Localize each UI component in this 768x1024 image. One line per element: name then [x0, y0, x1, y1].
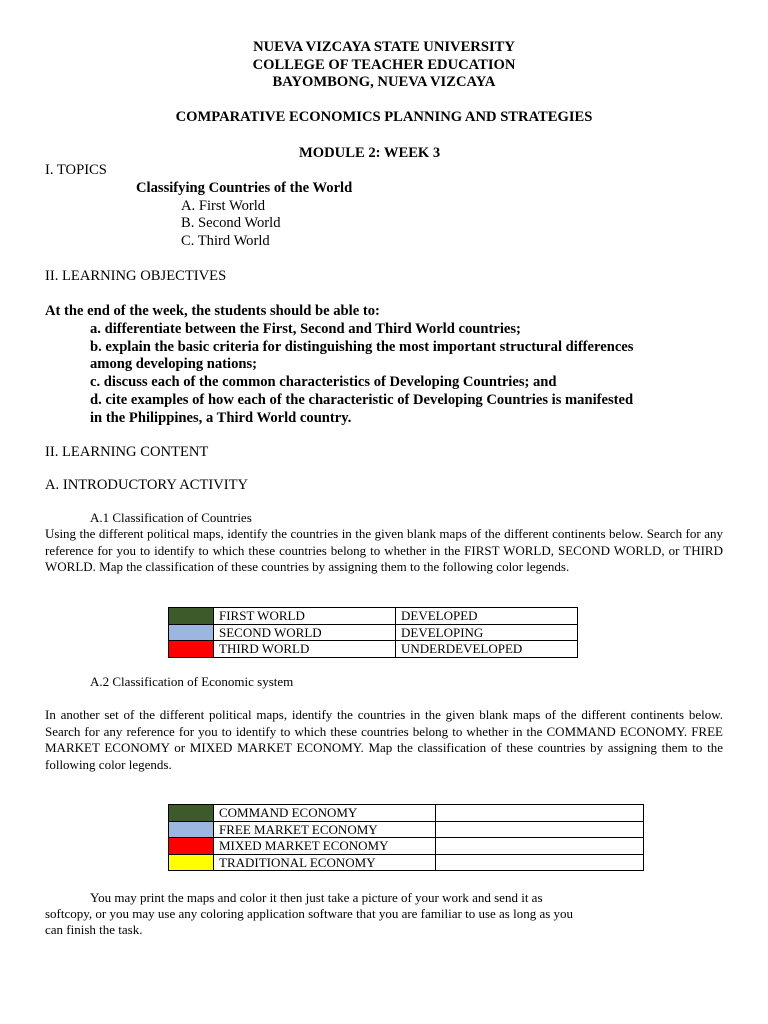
activity-a1-text: Using the different political maps, identify the countries in the given blank maps of the different continents below. Search for any reference for you to identify to which these countries belong to whether in the FIRST WORLD, SECOND WORLD, or THIRD WORLD. Map the classification of these countries by assigning them to the following color legends.: [45, 526, 723, 574]
topics-heading: I. TOPICS: [45, 162, 107, 178]
activity-a2-title: A.2 Classification of Economic system: [90, 674, 294, 689]
module-title: MODULE 2: WEEK 3: [299, 145, 441, 161]
legend-label: FIRST WORLD: [214, 608, 396, 625]
legend-label: THIRD WORLD: [214, 641, 396, 658]
closing-line3: can finish the task.: [45, 922, 143, 937]
legend-label: COMMAND ECONOMY: [214, 805, 436, 822]
legend-status: [436, 838, 644, 855]
legend-label: TRADITIONAL ECONOMY: [214, 854, 436, 871]
topic-item: C. Third World: [181, 233, 270, 249]
activity-a1-title: A.1 Classification of Countries: [90, 510, 252, 525]
world-classification-legend: [168, 607, 578, 658]
legend-status: [436, 805, 644, 822]
legend-color-swatch: [169, 838, 214, 855]
course-title: COMPARATIVE ECONOMICS PLANNING AND STRATEGIES: [175, 109, 593, 125]
legend-color-swatch: [169, 854, 214, 871]
legend-status: [436, 854, 644, 871]
college-name: COLLEGE OF TEACHER EDUCATION: [252, 57, 516, 73]
legend-row: [169, 641, 578, 658]
legend-status: DEVELOPING: [396, 624, 578, 641]
economic-system-legend: [168, 804, 644, 871]
closing-line2: softcopy, or you may use any coloring application software that you are familiar to use as long as you: [45, 906, 574, 921]
activity-heading: A. INTRODUCTORY ACTIVITY: [45, 477, 249, 493]
objective-b-line2: among developing nations;: [90, 356, 258, 372]
legend-row: [169, 624, 578, 641]
legend-row: [169, 608, 578, 625]
activity-a2-text: In another set of the different political maps, identify the countries in the given blank maps of the different continents below. Search for any reference for you to identify to which these countries belong to whether in the COMMAND ECONOMY. FREE MARKET ECONOMY or MIXED MARKET ECONOMY. Map the classification of these countries by assigning them to the following color legends.: [45, 707, 723, 772]
objectives-intro: At the end of the week, the students should be able to:: [45, 303, 380, 319]
legend-status: DEVELOPED: [396, 608, 578, 625]
legend-status: UNDERDEVELOPED: [396, 641, 578, 658]
legend-row: [169, 854, 644, 871]
legend-status: [436, 821, 644, 838]
content-heading: II. LEARNING CONTENT: [45, 444, 209, 460]
legend-row: [169, 821, 644, 838]
legend-color-swatch: [169, 608, 214, 625]
objective-d-line2: in the Philippines, a Third World country.: [90, 410, 352, 426]
topics-title: Classifying Countries of the World: [136, 180, 353, 196]
objectives-heading: II. LEARNING OBJECTIVES: [45, 268, 227, 284]
topic-item: A. First World: [181, 198, 266, 214]
legend-label: SECOND WORLD: [214, 624, 396, 641]
legend-row: [169, 838, 644, 855]
legend-label: FREE MARKET ECONOMY: [214, 821, 436, 838]
closing-line1: You may print the maps and color it then just take a picture of your work and send it as: [90, 890, 543, 905]
objective-d-line1: d. cite examples of how each of the characteristic of Developing Countries is manifested: [90, 392, 634, 408]
legend-label: MIXED MARKET ECONOMY: [214, 838, 436, 855]
campus-location: BAYOMBONG, NUEVA VIZCAYA: [272, 74, 496, 90]
legend-color-swatch: [169, 805, 214, 822]
objective-c: c. discuss each of the common characteristics of Developing Countries; and: [90, 374, 557, 390]
university-name: NUEVA VIZCAYA STATE UNIVERSITY: [253, 39, 515, 55]
legend-color-swatch: [169, 821, 214, 838]
objective-b-line1: b. explain the basic criteria for distinguishing the most important structural differences: [90, 339, 634, 355]
legend-color-swatch: [169, 624, 214, 641]
objective-a: a. differentiate between the First, Second and Third World countries;: [90, 321, 521, 337]
legend-color-swatch: [169, 641, 214, 658]
legend-row: [169, 805, 644, 822]
topic-item: B. Second World: [181, 215, 281, 231]
